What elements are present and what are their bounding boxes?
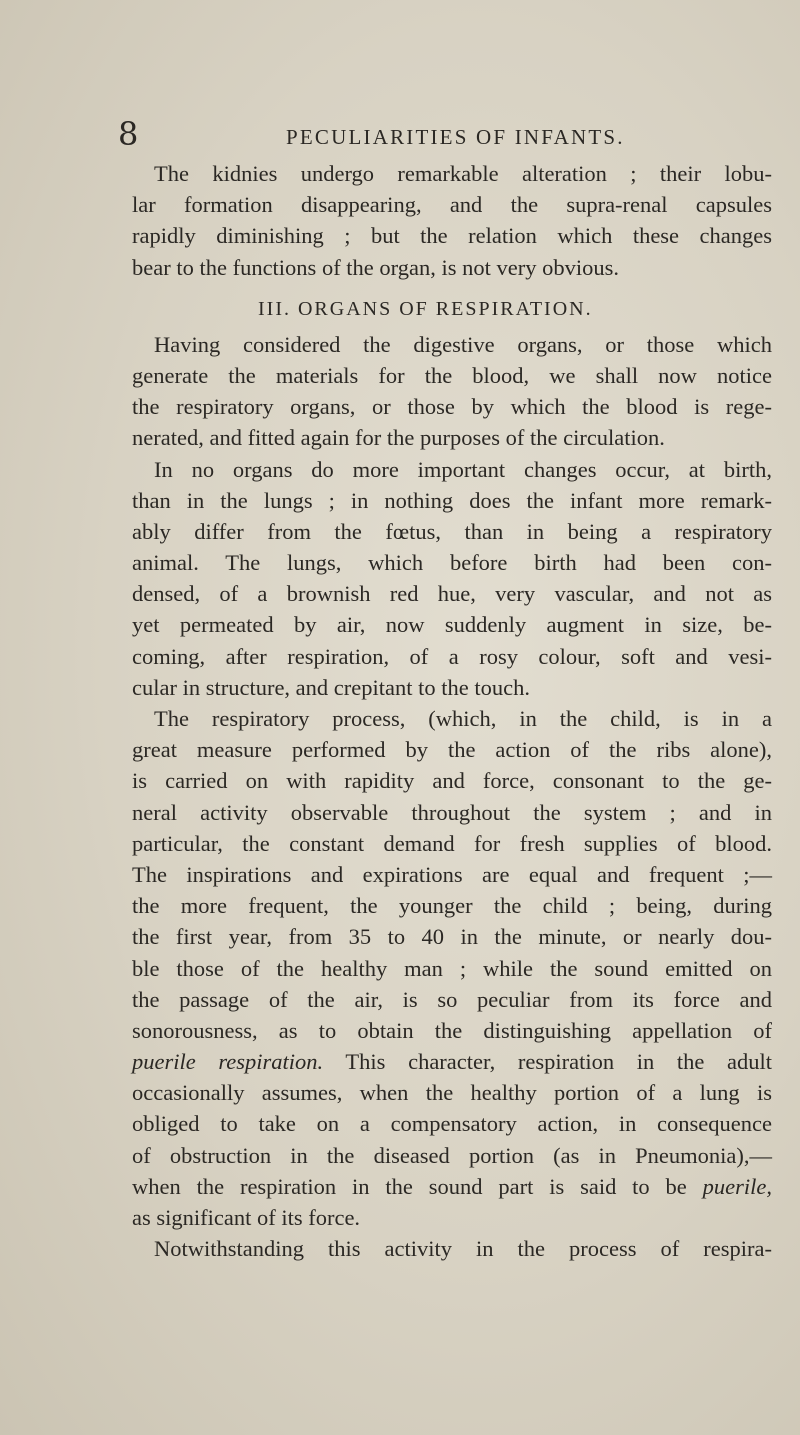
section-heading: III. ORGANS OF RESPIRATION. [258,297,593,320]
text-fragment: This character, respiration in the adult [323,1049,773,1075]
text-line: nerated, and fitted again for the purposes of the circulation. [132,425,665,451]
page-header [118,114,768,154]
text-line: the first year, from 35 to 40 in the minute, or nearly dou- [132,924,772,950]
text-line: coming, after respiration, of a rosy colour, soft and vesi- [132,643,772,669]
italic-term: puerile, [702,1173,772,1199]
text-line: the passage of the air, is so peculiar from its force and [132,986,772,1012]
text-line: The inspirations and expirations are equal and frequent ;— [132,861,772,887]
text-line: neral activity observable throughout the system ; and in [132,799,772,825]
text-line: occasionally assumes, when the healthy portion of a lung is [132,1080,772,1106]
text-line: Having considered the digestive organs, or those which [154,331,772,357]
text-line: the more frequent, the younger the child ; being, during [132,893,772,919]
text-fragment: when the respiration in the sound part is said to be [132,1173,703,1199]
text-line: yet permeated by air, now suddenly augment in size, be- [132,612,772,638]
italic-term: puerile respiration. [132,1049,324,1075]
text-line [132,1046,772,1077]
text-line: The kidnies undergo remarkable alteration ; their lobu- [154,161,772,186]
text-line: Notwithstanding this activity in the process of respira- [154,1236,772,1262]
text-line: of obstruction in the diseased portion (as in Pneumonia),— [132,1142,772,1168]
text-line: bear to the functions of the organ, is not very obvious. [132,254,619,280]
text-line: sonorousness, as to obtain the distinguishing appellation of [132,1017,772,1043]
text-line: obliged to take on a compensatory action, in consequence [132,1111,772,1137]
text-line: cular in structure, and crepitant to the touch. [132,674,530,700]
text-line: animal. The lungs, which before birth had been con- [132,550,772,576]
text-line: is carried on with rapidity and force, consonant to the ge- [132,768,772,794]
text-line: lar formation disappearing, and the supra-renal capsules [132,192,772,218]
text-line: The respiratory process, (which, in the child, is in a [154,706,772,731]
text-line: the respiratory organs, or those by which the blood is rege- [132,394,772,420]
page-number: 8 [118,115,139,153]
text-line: rapidly diminishing ; but the relation which these changes [132,223,772,249]
text-line: densed, of a brownish red hue, very vascular, and not as [132,581,772,607]
body-text [132,158,772,1264]
text-line: generate the materials for the blood, we shall now notice [132,362,772,388]
text-line: as significant of its force. [132,1205,361,1230]
text-line: great measure performed by the action of the ribs alone), [132,737,772,763]
text-line: ably differ from the fœtus, than in being a respiratory [132,518,772,544]
text-line: In no organs do more important changes occur, at birth, [154,456,772,482]
text-line: than in the lungs ; in nothing does the infant more remark- [132,487,772,513]
running-head: PECULIARITIES OF INFANTS. [286,125,625,149]
text-line: particular, the constant demand for fresh supplies of blood. [132,830,772,856]
text-line: ble those of the healthy man ; while the sound emitted on [132,955,772,981]
text-line [132,1171,772,1202]
